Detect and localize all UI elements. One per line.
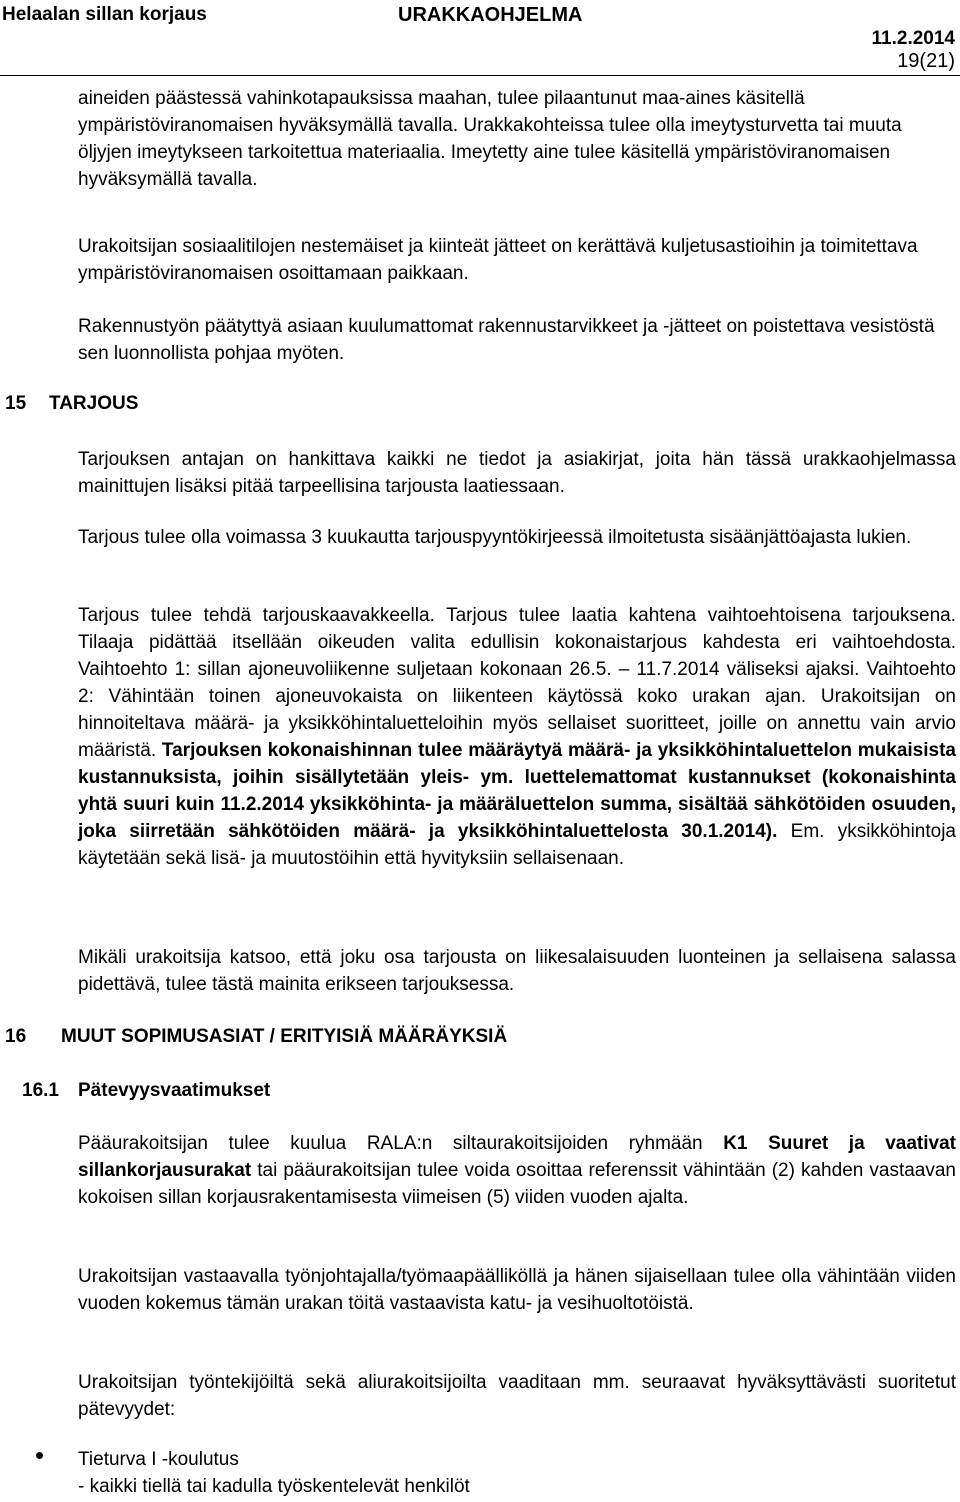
section-number: 15 [5, 393, 27, 414]
offer-format-text: Tarjous tulee tehdä tarjouskaavakkeella. Tarjous tulee laatia kahtena vaihtoehtoisena tarjouksena. Tilaaja pidättää itsellään oikeuden valita edullisin kokonaistarjous kahdesta eri vaihtoehdosta. Vaihtoehto 1: sillan ajoneuvoliikenne suljetaan kokonaan 26.5. – 11.7.2014 väliseksi ajaksi. Vaihtoehto 2: Vähintään toinen ajoneuvokaista on liikenteen käytössä koko urakan ajan. Urakoitsijan on hinnoiteltava määrä- ja yksikköhintaluetteloihin myös sellaiset suoritteet, joille on annettu vain arvio määristä. [78, 605, 956, 761]
section-number: 16 [5, 1026, 27, 1047]
header-rule [0, 75, 960, 76]
list-item [78, 1446, 956, 1500]
paragraph-site-manager-experience: Urakoitsijan vastaavalla työnjohtajalla/työmaapäälliköllä ja hänen sijaisellaan tulee olla vähintään viiden vuoden kokemus tämän urakan töitä vastaavista katu- ja vesihuoltotöistä. [78, 1266, 956, 1314]
subsection-number: 16.1 [22, 1080, 59, 1101]
section-16-heading [5, 1024, 507, 1050]
paragraph-spill-handling: aineiden päästessä vahinkotapauksissa maahan, tulee pilaantunut maa-aines käsitellä ympäristöviranomaisen hyväksymällä tavalla. Urakkakohteissa tulee olla imeytysturvetta tai muuta öljyjen imeytykseen tarkoitettua materiaalia. Imeytetty aine tulee käsitellä ympäristöviranomaisen hyväksymällä tavalla. [78, 88, 902, 190]
paragraph-trade-secret: Mikäli urakoitsija katsoo, että joku osa tarjousta on liikesalaisuuden luonteinen ja sellaisena salassa pidettävä, tulee tästä mainita erikseen tarjouksessa. [78, 947, 956, 995]
paragraph-offer-information: Tarjouksen antajan on hankittava kaikki ne tiedot ja asiakirjat, joita hän tässä urakkaohjelmassa mainittujen lisäksi pitää tarpeellisina tarjousta laatiessaan. [78, 449, 956, 497]
paragraph-offer-validity: Tarjous tulee olla voimassa 3 kuukautta tarjouspyyntökirjeessä ilmoitetusta sisäänjättöajasta lukien. [78, 527, 912, 548]
qualification-tail-text: tai pääurakoitsijan tulee voida osoittaa referenssit vähintään (2) kahden vastaavan kokoisen sillan korjausrakentamisesta viimeisen (5) viiden vuoden ajalta. [78, 1160, 956, 1208]
list-item-title: Tieturva I -koulutus [78, 1449, 239, 1470]
section-title: TARJOUS [49, 393, 139, 414]
header-left: Helaalan sillan korjaus [2, 4, 207, 25]
section-15-heading [5, 391, 138, 417]
section-title: MUUT SOPIMUSASIAT / ERITYISIÄ MÄÄRÄYKSIÄ [61, 1026, 508, 1047]
header-title: URAKKAOHJELMA [398, 4, 583, 26]
qualification-bold-text: K1 Suuret ja vaativat sillankorjausurakat [78, 1133, 956, 1181]
qualification-text: Pääurakoitsijan tulee kuulua RALA:n siltaurakoitsijoiden ryhmään [78, 1133, 724, 1154]
bullet-icon [36, 1452, 43, 1459]
paragraph-offer-format [78, 602, 956, 872]
list-item-detail: - kaikki tiellä tai kadulla työskentelevät henkilöt [78, 1476, 470, 1497]
paragraph-waste-collection: Urakoitsijan sosiaalitilojen nestemäiset ja kiinteät jätteet on kerättävä kuljetusastioihin ja toimitettava ympäristöviranomaisen osoittamaan paikkaan. [78, 236, 918, 284]
offer-format-bold-text: Tarjouksen kokonaishinnan tulee määräytyä määrä- ja yksikköhintaluettelon mukaisista kustannuksista, joihin sisällytetään yleis- ym. luettelemattomat kustannukset (kokonaishinta yhtä suuri kuin 11.2.2014 yksikköhinta- ja määräluettelon summa, sisältää sähkötöiden osuuden, joka siirretään sähkötöiden määrä- ja yksikköhintaluettelosta 30.1.2014). [78, 740, 956, 842]
header-page-number: 19(21) [897, 50, 955, 72]
offer-format-tail-text: Em. yksikköhintoja käytetään sekä lisä- ja muutostöihin että hyvityksiin sellaisenaan. [78, 821, 956, 869]
header-date: 11.2.2014 [871, 28, 955, 49]
section-16-1-heading [22, 1078, 270, 1104]
paragraph-worker-qualifications: Urakoitsijan työntekijöiltä sekä aliurakoitsijoilta vaaditaan mm. seuraavat hyväksyttävästi suoritetut pätevyydet: [78, 1372, 956, 1420]
subsection-title: Pätevyysvaatimukset [78, 1080, 271, 1101]
paragraph-site-cleanup: Rakennustyön päätyttyä asiaan kuulumattomat rakennustarvikkeet ja -jätteet on poistettava vesistöstä sen luonnollista pohjaa myöten. [78, 316, 935, 364]
paragraph-main-contractor-qualification [78, 1130, 956, 1211]
